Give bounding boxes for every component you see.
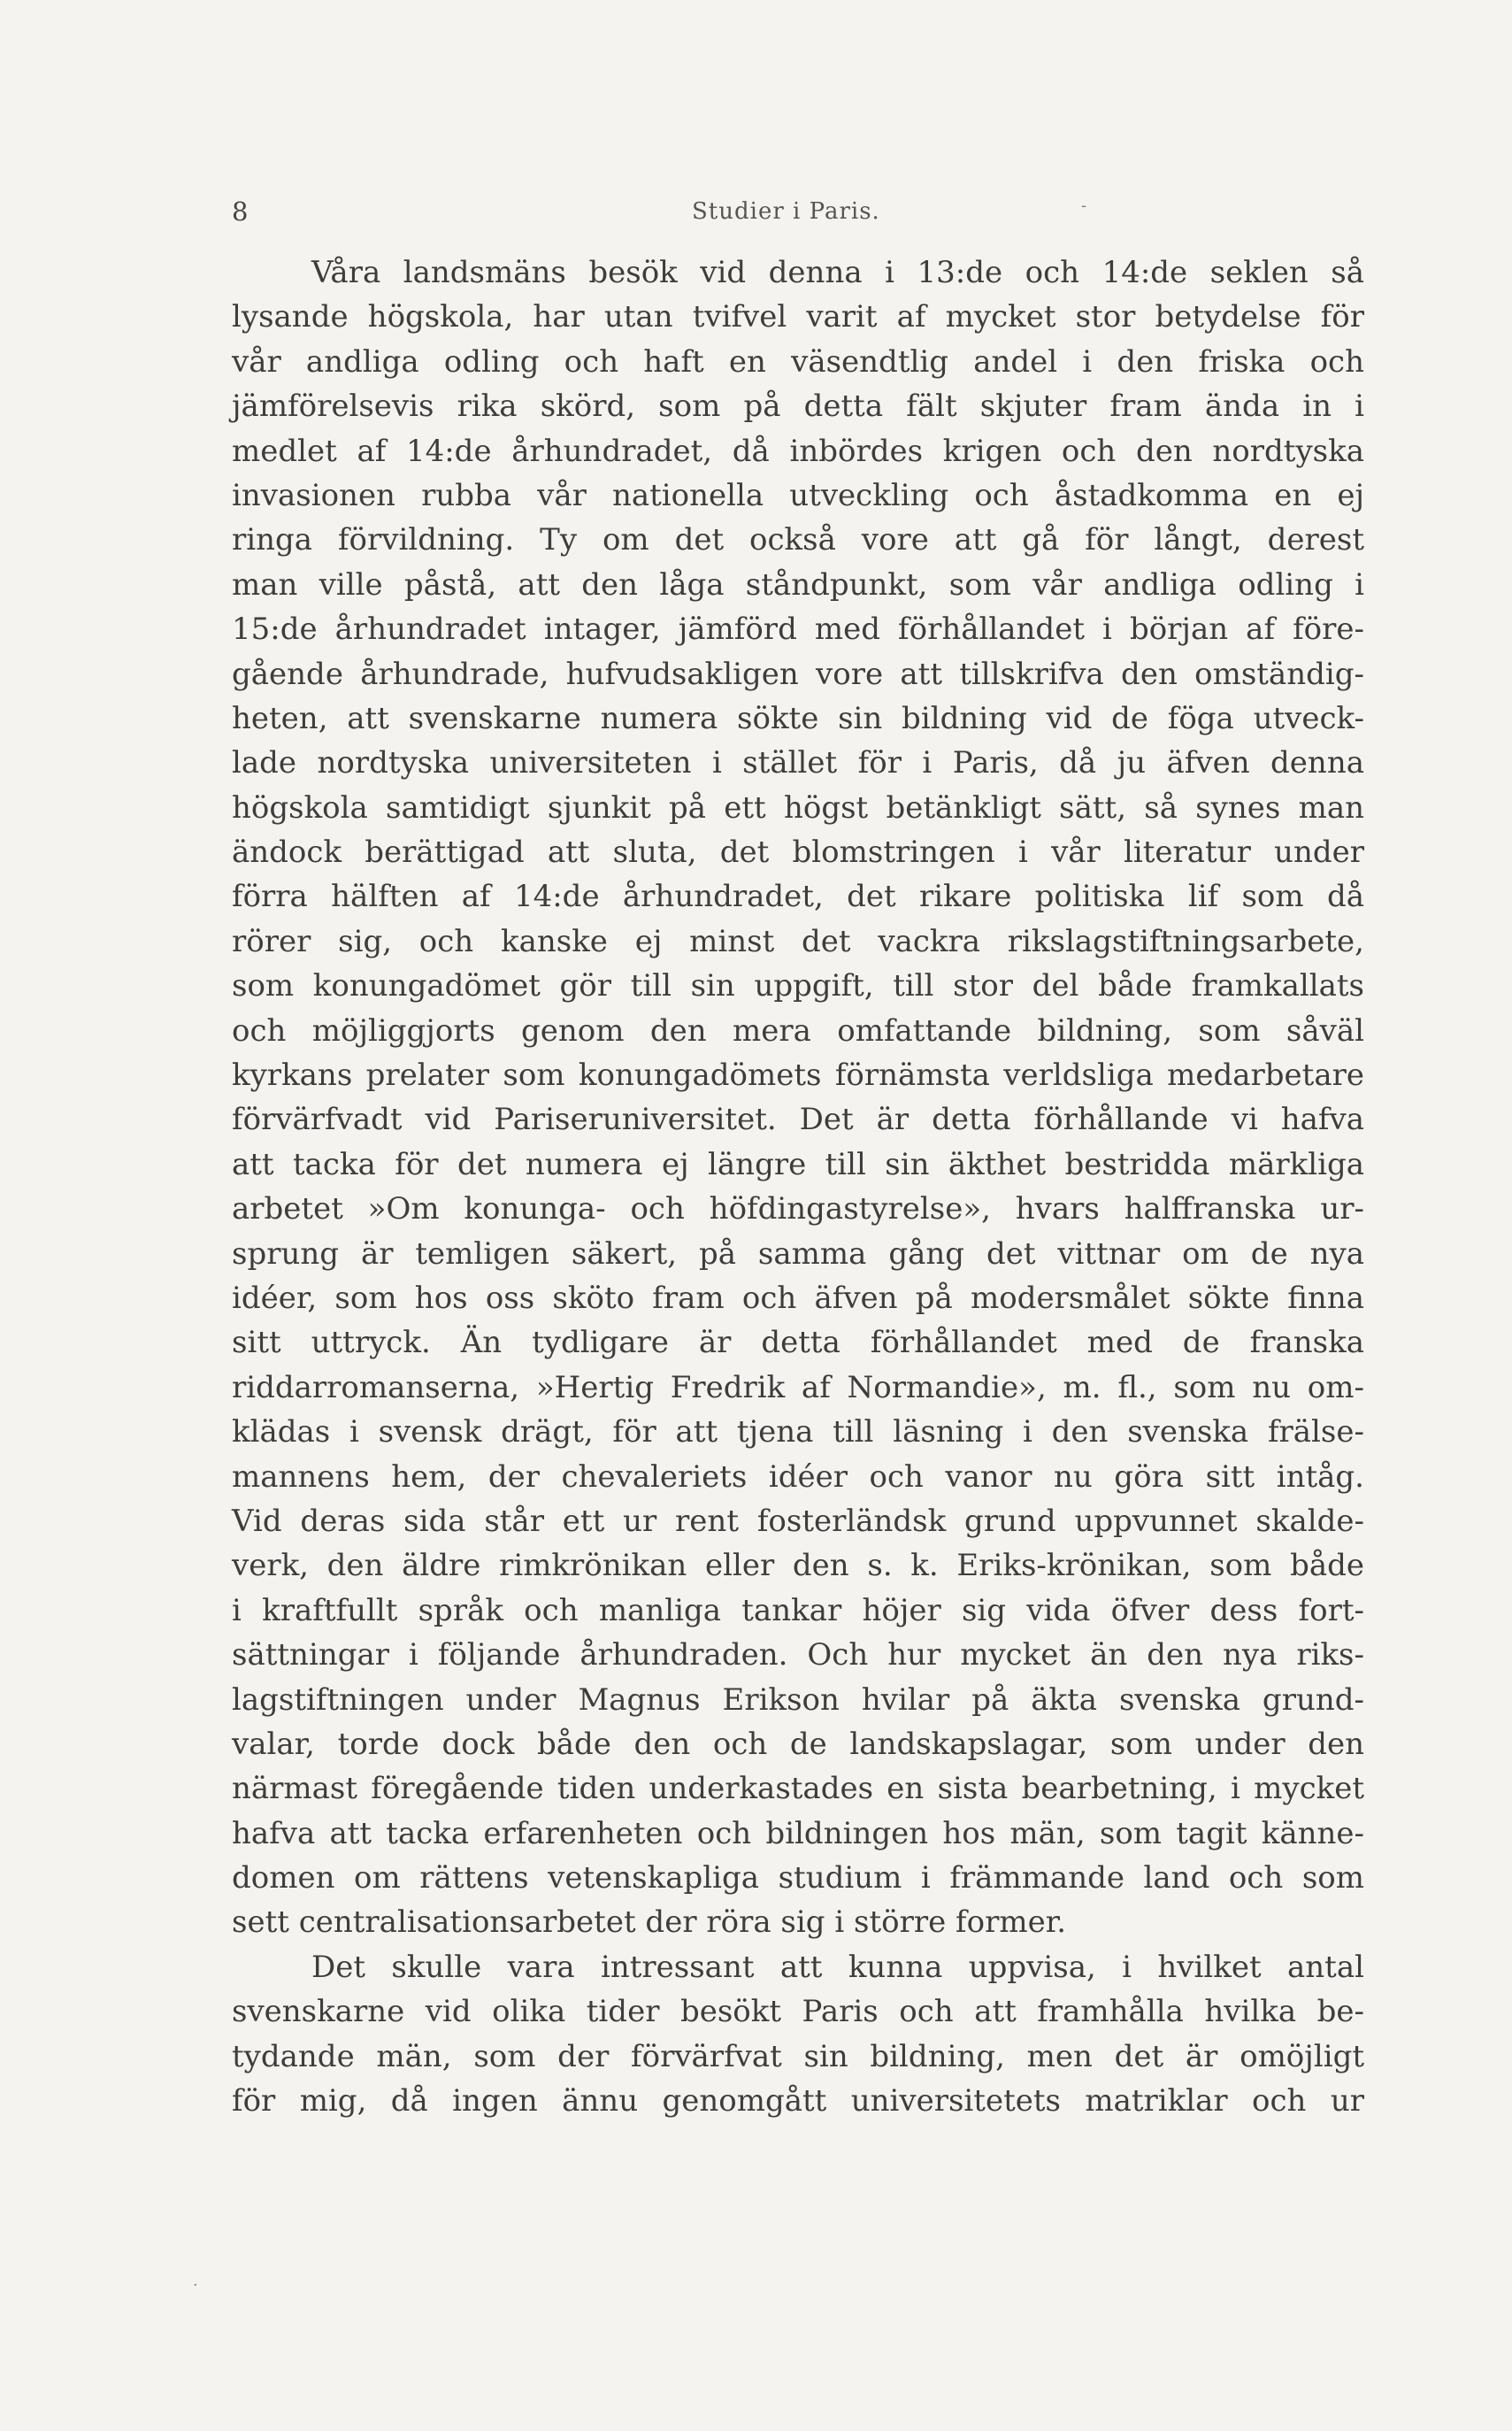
- text-line: att tacka för det numera ej längre till sin äkthet bestridda märkliga: [232, 1146, 1364, 1182]
- text-line: ändock berättigad att sluta, det blomstringen i vår literatur under: [232, 835, 1364, 871]
- text-line: tydande män, som der förvärfvat sin bildning, men det är omöjligt: [232, 2038, 1364, 2074]
- text-line: lagstiftningen under Magnus Erikson hvilar på äkta svenska grund-: [232, 1681, 1364, 1718]
- text-line: domen om rättens vetenskapliga studium i främmande land och som: [232, 1860, 1364, 1896]
- text-line: för mig, då ingen ännu genomgått universitetets matriklar och ur: [232, 2083, 1364, 2119]
- text-line: verk, den äldre rimkrönikan eller den s. k. Eriks-krönikan, som både: [232, 1548, 1364, 1584]
- text-line: ringa förvildning. Ty om det också vore att gå för långt, derest: [232, 522, 1364, 558]
- text-line: hafva att tacka erfarenheten och bildningen hos män, som tagit känne-: [232, 1815, 1364, 1851]
- text-line: förvärfvadt vid Pariseruniversitet. Det är detta förhållande vi hafva: [232, 1102, 1364, 1138]
- body-text: [232, 250, 1364, 2123]
- text-line: vår andliga odling och haft en väsendtlig andel i den friska och: [232, 343, 1364, 380]
- bottom-mark: ·: [193, 2276, 198, 2295]
- text-line: invasionen rubba vår nationella utveckling och åstadkomma en ej: [232, 477, 1364, 513]
- running-title: Studier i Paris.: [692, 198, 880, 225]
- text-line: Våra landsmäns besök vid denna i 13:de och 14:de seklen så: [311, 255, 1364, 290]
- text-line: och möjliggjorts genom den mera omfattande bildning, som såväl: [232, 1012, 1364, 1049]
- text-line: lysande högskola, har utan tvifvel varit af mycket stor betydelse för: [232, 299, 1364, 335]
- text-line: sett centralisationsarbetet der röra sig i större former.: [232, 1904, 1067, 1941]
- text-line: gående århundrade, hufvudsakligen vore att tillskrifva den omständig-: [232, 656, 1364, 692]
- text-line: kyrkans prelater som konungadömets förnämsta verldsliga medarbetare: [232, 1058, 1364, 1094]
- text-line: sprung är temligen säkert, på samma gång det vittnar om de nya: [232, 1235, 1364, 1272]
- text-line: sättningar i följande århundraden. Och hur mycket än den nya riks-: [232, 1637, 1364, 1673]
- page-number: 8: [232, 196, 249, 227]
- text-line: mannens hem, der chevaleriets idéer och vanor nu göra sitt intåg.: [232, 1458, 1364, 1495]
- text-line: arbetet »Om konunga- och höfdingastyrelse», hvars halffranska ur-: [232, 1191, 1364, 1227]
- text-line: som konungadömet gör till sin uppgift, till stor del både framkallats: [232, 968, 1364, 1004]
- text-line: klädas i svensk drägt, för att tjena till läsning i den svenska frälse-: [232, 1414, 1364, 1450]
- text-line: närmast föregående tiden underkastades en sista bearbetning, i mycket: [232, 1771, 1364, 1807]
- text-line: riddarromanserna, »Hertig Fredrik af Normandie», m. fl., som nu om-: [232, 1369, 1364, 1405]
- header-mark: -: [1081, 196, 1087, 215]
- text-line: högskola samtidigt sjunkit på ett högst betänkligt sätt, så synes man: [232, 789, 1364, 826]
- text-line: i kraftfullt språk och manliga tankar höjer sig vida öfver dess fort-: [232, 1592, 1364, 1628]
- text-line: Vid deras sida står ett ur rent fosterländsk grund uppvunnet skalde-: [232, 1503, 1364, 1539]
- text-line: man ville påstå, att den låga ståndpunkt, som vår andliga odling i: [232, 566, 1364, 603]
- text-line: rörer sig, och kanske ej minst det vackra rikslagstiftningsarbete,: [232, 923, 1364, 959]
- text-line: 15:de århundradet intager, jämförd med förhållandet i början af före-: [232, 612, 1364, 648]
- text-line: medlet af 14:de århundradet, då inbördes krigen och den nordtyska: [232, 433, 1364, 469]
- text-line: heten, att svenskarne numera sökte sin bildning vid de föga utveck-: [232, 700, 1364, 736]
- text-line: svenskarne vid olika tider besökt Paris och att framhålla hvilka be-: [232, 1994, 1364, 2030]
- text-line: lade nordtyska universiteten i stället för i Paris, då ju äfven denna: [232, 745, 1364, 781]
- page-header: [232, 196, 1364, 232]
- text-line: sitt uttryck. Än tydligare är detta förhållandet med de franska: [232, 1325, 1364, 1361]
- text-line: förra hälften af 14:de århundradet, det rikare politiska lif som då: [232, 879, 1364, 915]
- text-line: valar, torde dock både den och de landskapslagar, som under den: [232, 1726, 1364, 1762]
- text-line: jämförelsevis rika skörd, som på detta fält skjuter fram ända in i: [232, 388, 1364, 425]
- text-line: idéer, som hos oss sköto fram och äfven på modersmålet sökte finna: [232, 1280, 1364, 1316]
- text-line: Det skulle vara intressant att kunna uppvisa, i hvilket antal: [311, 1949, 1364, 1985]
